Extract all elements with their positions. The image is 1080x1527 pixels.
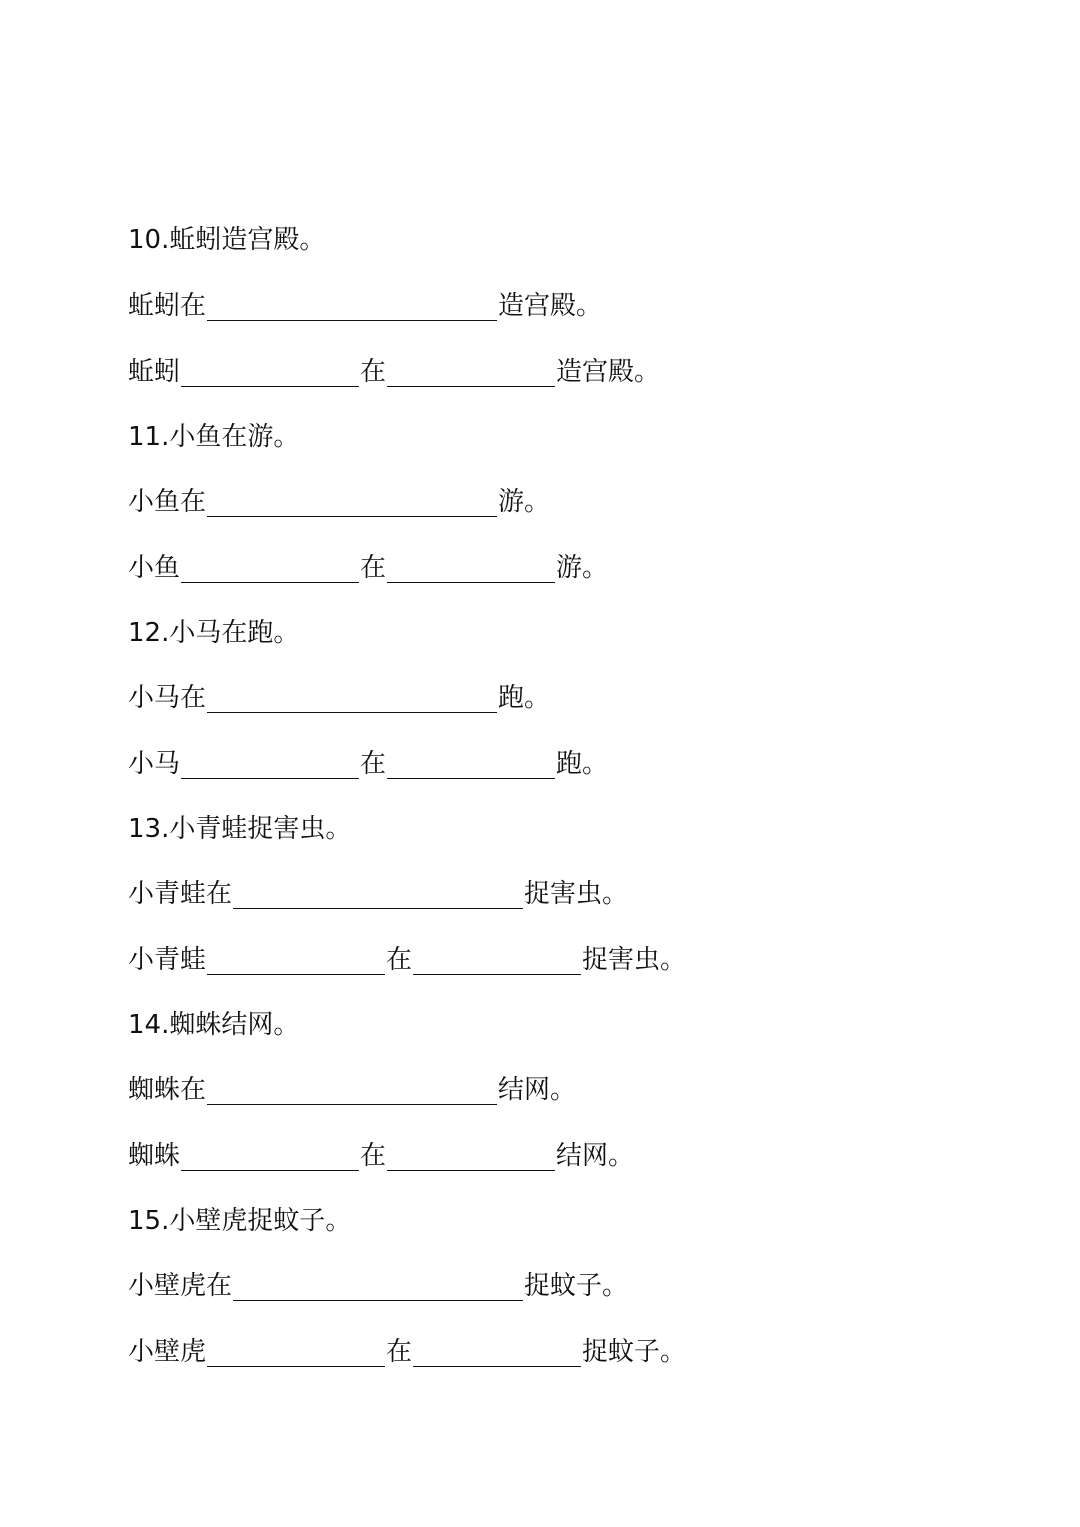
predicate: 捉蚊子。 (582, 1337, 687, 1367)
exercise-10-pattern-2 (128, 352, 660, 392)
zai-word: 在 (180, 1075, 207, 1105)
fill-blank[interactable] (413, 1338, 581, 1367)
zai-word: 在 (386, 945, 413, 975)
exercise-13-pattern-2 (128, 940, 686, 980)
fill-blank[interactable] (207, 1338, 385, 1367)
exercise-10-pattern-1 (128, 286, 602, 326)
zai-word: 在 (360, 553, 387, 583)
subject: 蚯蚓 (128, 291, 181, 321)
exercise-number: 13. (128, 814, 170, 844)
exercise-11-pattern-1 (128, 482, 550, 522)
exercise-15-prompt (128, 1201, 351, 1241)
fill-blank[interactable] (387, 750, 555, 779)
fill-blank[interactable] (207, 684, 497, 713)
predicate: 造宫殿。 (556, 357, 661, 387)
exercise-sentence: 蚯蚓造宫殿。 (169, 225, 326, 255)
predicate: 造宫殿。 (498, 291, 603, 321)
zai-word: 在 (206, 879, 233, 909)
subject: 蜘蛛 (128, 1141, 181, 1171)
subject: 小马 (128, 683, 181, 713)
exercise-number: 15. (128, 1206, 170, 1236)
subject: 小鱼 (128, 553, 181, 583)
subject: 小壁虎 (128, 1271, 207, 1301)
predicate: 捉害虫。 (582, 945, 687, 975)
predicate: 游。 (498, 487, 551, 517)
fill-blank[interactable] (207, 292, 497, 321)
fill-blank[interactable] (207, 946, 385, 975)
exercise-number: 12. (128, 618, 170, 648)
subject: 蜘蛛 (128, 1075, 181, 1105)
exercise-11-prompt (128, 417, 299, 457)
fill-blank[interactable] (387, 1142, 555, 1171)
exercise-10-prompt (128, 220, 325, 260)
exercise-sentence: 蜘蛛结网。 (169, 1010, 300, 1040)
exercise-13-prompt (128, 809, 351, 849)
zai-word: 在 (180, 683, 207, 713)
exercise-13-pattern-1 (128, 874, 628, 914)
predicate: 跑。 (498, 683, 551, 713)
exercise-15-pattern-2 (128, 1332, 686, 1372)
subject: 小壁虎 (128, 1337, 207, 1367)
exercise-number: 11. (128, 422, 170, 452)
zai-word: 在 (360, 1141, 387, 1171)
exercise-14-prompt (128, 1005, 299, 1045)
zai-word: 在 (206, 1271, 233, 1301)
fill-blank[interactable] (181, 358, 359, 387)
exercise-12-pattern-1 (128, 678, 550, 718)
predicate: 捉害虫。 (524, 879, 629, 909)
predicate: 结网。 (498, 1075, 577, 1105)
fill-blank[interactable] (181, 554, 359, 583)
exercise-11-pattern-2 (128, 548, 608, 588)
exercise-number: 10. (128, 225, 170, 255)
exercise-sentence: 小鱼在游。 (169, 422, 300, 452)
fill-blank[interactable] (233, 1272, 523, 1301)
zai-word: 在 (360, 357, 387, 387)
exercise-12-pattern-2 (128, 744, 608, 784)
zai-word: 在 (180, 487, 207, 517)
predicate: 结网。 (556, 1141, 635, 1171)
exercise-number: 14. (128, 1010, 170, 1040)
subject: 小青蛙 (128, 879, 207, 909)
exercise-14-pattern-2 (128, 1136, 634, 1176)
exercise-sentence: 小马在跑。 (169, 618, 300, 648)
zai-word: 在 (180, 291, 207, 321)
fill-blank[interactable] (233, 880, 523, 909)
predicate: 游。 (556, 553, 609, 583)
predicate: 跑。 (556, 749, 609, 779)
fill-blank[interactable] (207, 1076, 497, 1105)
exercise-sentence: 小青蛙捉害虫。 (169, 814, 352, 844)
predicate: 捉蚊子。 (524, 1271, 629, 1301)
exercise-12-prompt (128, 613, 299, 653)
fill-blank[interactable] (387, 358, 555, 387)
fill-blank[interactable] (207, 488, 497, 517)
exercise-15-pattern-1 (128, 1266, 628, 1306)
fill-blank[interactable] (181, 1142, 359, 1171)
fill-blank[interactable] (413, 946, 581, 975)
exercise-sentence: 小壁虎捉蚊子。 (169, 1206, 352, 1236)
zai-word: 在 (360, 749, 387, 779)
zai-word: 在 (386, 1337, 413, 1367)
fill-blank[interactable] (387, 554, 555, 583)
subject: 小马 (128, 749, 181, 779)
exercise-14-pattern-1 (128, 1070, 576, 1110)
fill-blank[interactable] (181, 750, 359, 779)
subject: 小鱼 (128, 487, 181, 517)
subject: 小青蛙 (128, 945, 207, 975)
subject: 蚯蚓 (128, 357, 181, 387)
